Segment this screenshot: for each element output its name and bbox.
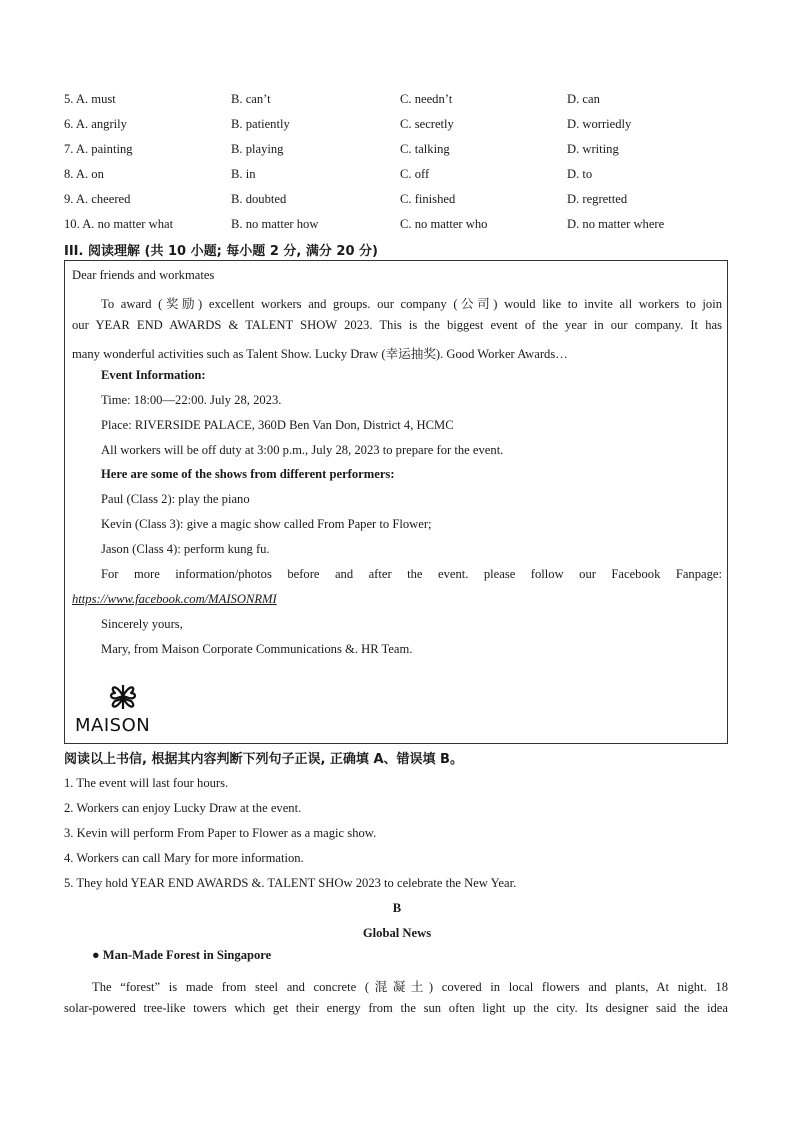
option: D. no matter where (567, 217, 665, 231)
option: C. finished (400, 192, 456, 206)
option: B. can’t (231, 92, 271, 106)
letter-greeting: Dear friends and workmates (72, 268, 215, 282)
question-item: 3. Kevin will perform From Paper to Flower as a magic show. (64, 826, 377, 840)
option: 7. A. painting (64, 142, 133, 156)
option: D. to (567, 167, 593, 181)
more-info-text: For more information/photos before and after the event. please follow our Facebook Fanpage: (101, 567, 722, 581)
logo-wordmark: MAISON (75, 715, 151, 736)
event-info-heading: Event Information: (101, 368, 206, 382)
option: D. regretted (567, 192, 628, 206)
option-row (64, 217, 744, 237)
option: 8. A. on (64, 167, 104, 181)
show-item: Paul (Class 2): play the piano (101, 492, 250, 506)
off-duty-note: All workers will be off duty at 3:00 p.m., July 28, 2023 to prepare for the event. (101, 443, 504, 457)
option-row (64, 92, 744, 112)
show-item: Kevin (Class 3): give a magic show called From Paper to Flower; (101, 517, 432, 531)
show-item: Jason (Class 4): perform kung fu. (101, 542, 270, 556)
option: C. no matter who (400, 217, 488, 231)
option-row (64, 167, 744, 187)
option: B. in (231, 167, 256, 181)
letter-signature: Mary, from Maison Corporate Communications &. HR Team. (101, 642, 413, 656)
letter-closing: Sincerely yours, (101, 617, 183, 631)
option-row (64, 117, 744, 137)
option: D. writing (567, 142, 619, 156)
facebook-link[interactable]: https://www.facebook.com/MAISONRMI (72, 592, 277, 606)
question-item: 4. Workers can call Mary for more information. (64, 851, 304, 865)
question-item: 5. They hold YEAR END AWARDS &. TALENT SHOw 2023 to celebrate the New Year. (64, 876, 517, 890)
option: B. no matter how (231, 217, 319, 231)
option: B. doubted (231, 192, 287, 206)
instruction-text: 阅读以上书信, 根据其内容判断下列句子正误, 正确填 A、错误填 B。 (64, 752, 463, 767)
news-item-title: ● Man-Made Forest in Singapore (92, 948, 272, 962)
option: 5. A. must (64, 92, 116, 106)
event-time: Time: 18:00—22:00. July 28, 2023. (101, 393, 282, 407)
letter-paragraph: our YEAR END AWARDS & TALENT SHOW 2023. This is the biggest event of the year in our company. It has (72, 318, 722, 332)
option: 10. A. no matter what (64, 217, 174, 231)
clover-icon (103, 679, 143, 715)
option: C. needn’t (400, 92, 453, 106)
letter-box (64, 260, 728, 744)
option: 6. A. angrily (64, 117, 127, 131)
option: B. patiently (231, 117, 290, 131)
part-letter: B (392, 901, 402, 915)
option-row (64, 142, 744, 162)
letter-paragraph: many wonderful activities such as Talent Show. Lucky Draw (幸运抽奖). Good Worker Awards… (72, 347, 568, 361)
letter-paragraph: To award (奖励) excellent workers and groups. our company (公司) would like to invite all workers to join (101, 297, 722, 311)
section-heading: III. 阅读理解 (共 10 小题; 每小题 2 分, 满分 20 分) (64, 244, 378, 259)
option: D. can (567, 92, 600, 106)
option: D. worriedly (567, 117, 632, 131)
option: C. secretly (400, 117, 454, 131)
shows-heading: Here are some of the shows from different performers: (101, 467, 395, 481)
question-item: 1. The event will last four hours. (64, 776, 229, 790)
option: B. playing (231, 142, 284, 156)
maison-logo (75, 679, 165, 739)
event-place: Place: RIVERSIDE PALACE, 360D Ben Van Don, District 4, HCMC (101, 418, 454, 432)
news-paragraph: The “forest” is made from steel and concrete (混凝土) covered in local flowers and plants, At night. 18 (92, 980, 728, 994)
part-title: Global News (362, 926, 432, 940)
option: C. off (400, 167, 430, 181)
option: C. talking (400, 142, 450, 156)
option: 9. A. cheered (64, 192, 131, 206)
question-item: 2. Workers can enjoy Lucky Draw at the event. (64, 801, 302, 815)
option-row (64, 192, 744, 212)
news-paragraph: solar-powered tree-like towers which get their energy from the sun often light up the city. Its designer said the idea (64, 1001, 728, 1015)
